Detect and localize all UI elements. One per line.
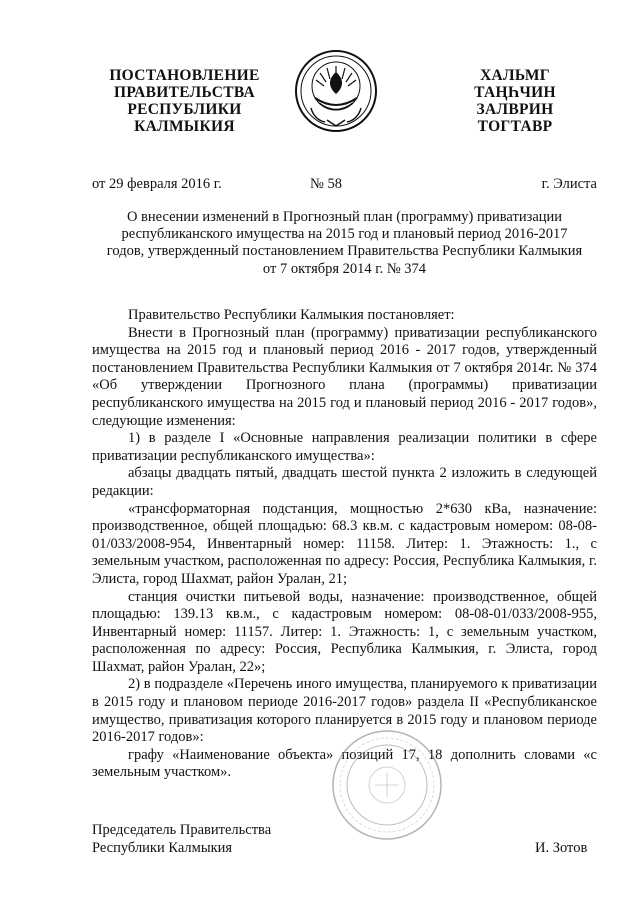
header-left-title xyxy=(92,67,277,135)
body-paragraph: абзацы двадцать пятый, двадцать шестой пункта 2 изложить в следующей редакции: xyxy=(92,465,597,499)
header-right-line: ТАҢҺЧИН xyxy=(474,84,556,101)
signatory-position-line: Республики Калмыкия xyxy=(92,839,233,856)
title-line: годов, утвержденный постановлением Правительства Республики Калмыкия xyxy=(106,243,583,260)
document-date: от 29 февраля 2016 г. xyxy=(92,176,222,192)
document-number: № 58 xyxy=(310,176,342,192)
title-line: республиканского имущества на 2015 год и плановый период 2016-2017 xyxy=(121,226,568,243)
document-meta-row xyxy=(92,176,597,194)
document-title xyxy=(92,209,597,278)
title-line: от 7 октября 2014 г. № 374 xyxy=(262,260,427,277)
coat-of-arms-icon xyxy=(293,48,379,134)
body-paragraph: Внести в Прогнозный план (программу) приватизации республиканского имущества на 2015 год и плановый период 2016 - 2017 годов, утвержденный постановлением Правительства Республики Калмыкия от 7 октября 2014г. № 374 «Об утверждении Прогнозного плана (программы) приватизации республиканского имущества на 2015 год и плановый период 2016 - 2017 годов», следующие изменения: xyxy=(92,324,597,429)
header-right-line: ТОГТАВР xyxy=(477,118,553,135)
header-right-line: ЗАЛВРИН xyxy=(476,101,554,118)
body-paragraph: 2) в подразделе «Перечень иного имущества, планируемого к приватизации в 2015 году и плановом периоде 2016-2017 годов» раздела II «Республиканское имущество, приватизация которого планируется в 2015 году и плановом периоде 2016-2017 годов»: xyxy=(92,676,597,746)
header-right-title xyxy=(440,67,590,135)
header-right-line: ХАЛЬМГ xyxy=(480,67,550,84)
title-line: О внесении изменений в Прогнозный план (программу) приватизации xyxy=(126,209,563,225)
document-city: г. Элиста xyxy=(541,176,597,192)
body-paragraph: 1) в разделе I «Основные направления реализации политики в сфере приватизации республиканского имущества»: xyxy=(92,430,597,464)
official-seal-stamp-icon xyxy=(330,728,445,843)
signatory-position xyxy=(92,822,271,857)
signatory-name: И. Зотов xyxy=(535,840,588,856)
header-left-line: ПОСТАНОВЛЕНИЕ xyxy=(109,67,260,84)
body-paragraph: графу «Наименование объекта» позиций 17, 18 дополнить словами «с земельным участком». xyxy=(92,746,597,781)
header-left-line: ПРАВИТЕЛЬСТВА xyxy=(113,84,255,101)
header-left-line: РЕСПУБЛИКИ xyxy=(127,101,242,118)
resolution-intro: Правительство Республики Калмыкия постановляет: xyxy=(128,307,455,323)
signatory-position-line: Председатель Правительства xyxy=(92,822,272,838)
document-body xyxy=(92,307,597,782)
header-left-line: КАЛМЫКИЯ xyxy=(134,118,235,135)
body-paragraph: станция очистки питьевой воды, назначение: производственное, общей площадью: 139.13 кв.м., с кадастровым номером: 08-08-01/033/2008-955, Инвентарный номер: 11157. Литер: 1. Этажность: 1, с земельным участком, расположенная по адресу: Россия, Республика Калмыкия, г. Элиста, город Шахмат, район Уралан, 22»; xyxy=(92,588,597,675)
body-paragraph: «трансформаторная подстанция, мощностью 2*630 кВа, назначение: производственное, общей площадью: 68.3 кв.м. с кадастровым номером: 08-08-01/033/2008-954, Инвентарный номер: 11158. Литер: 1. Этажность: 1., с земельным участком, расположенная по адресу: Россия, Республика Калмыкия, г. Элиста, город Шахмат, район Уралан, 21; xyxy=(92,500,597,587)
